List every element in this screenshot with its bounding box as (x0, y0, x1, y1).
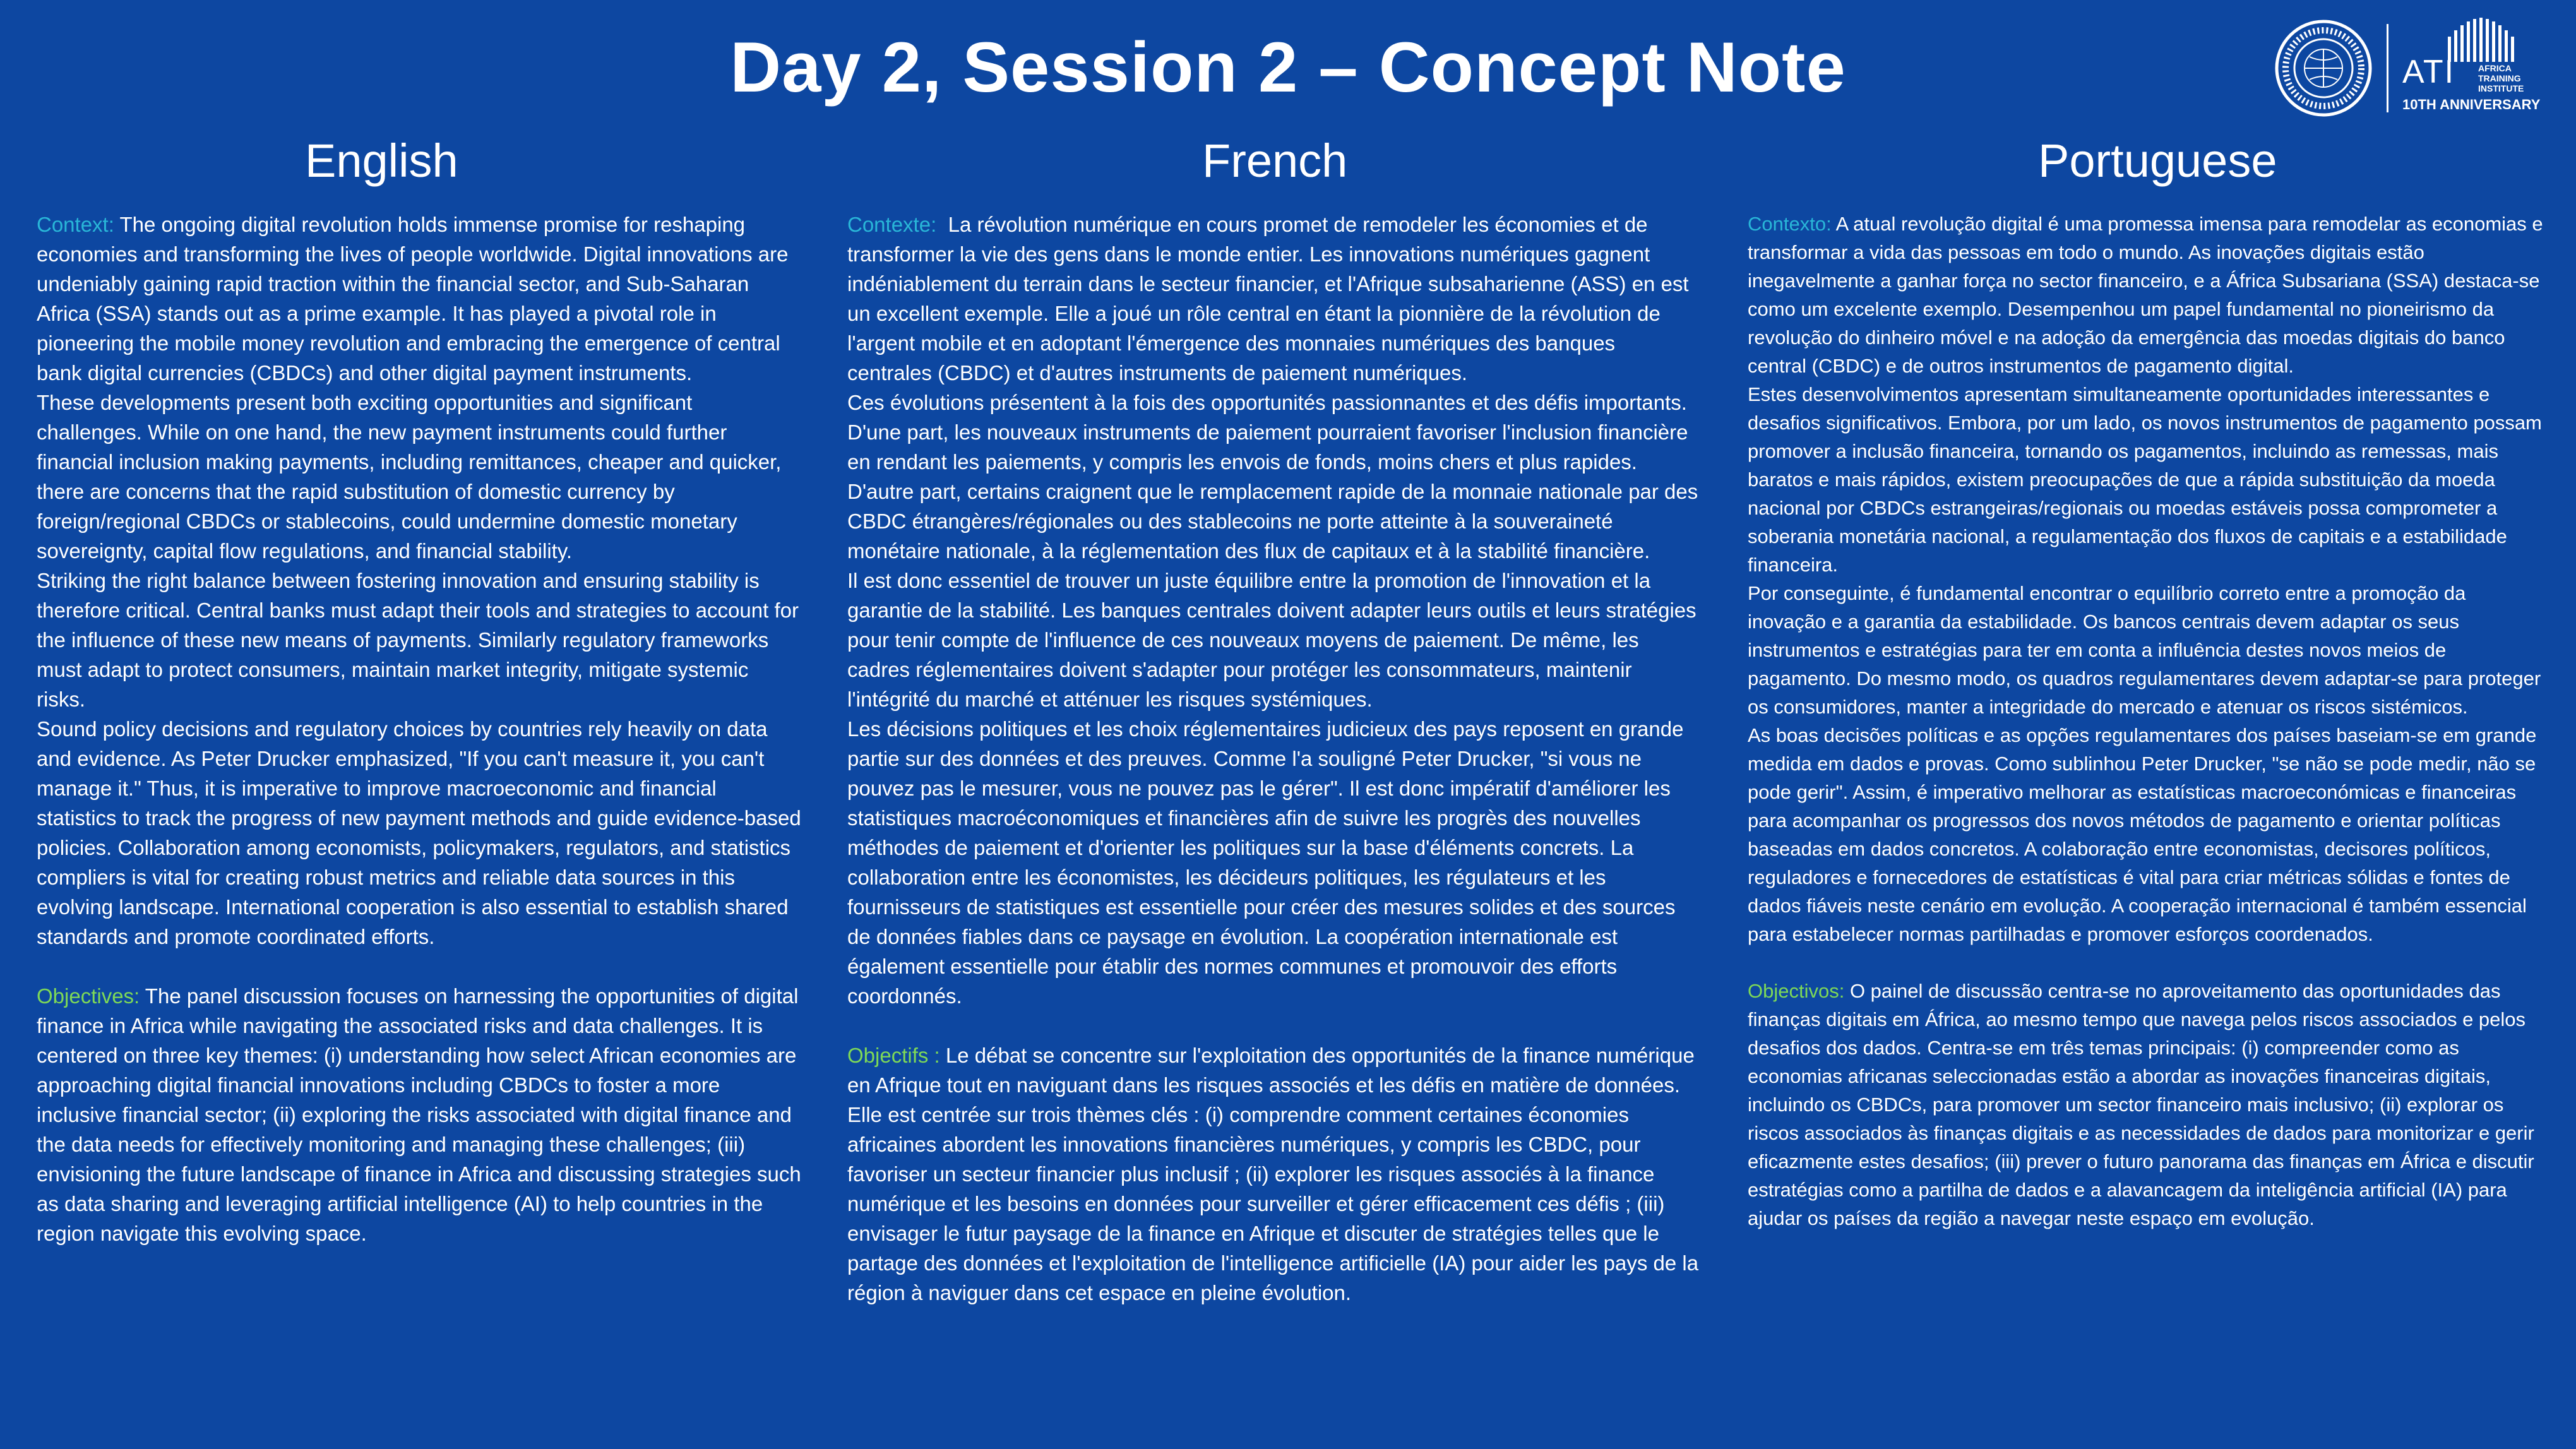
portuguese-column (1748, 126, 2549, 1232)
english-objectives-label: Objectives: (37, 984, 140, 1008)
logo-area (2273, 18, 2551, 119)
english-context-paragraph: Context: The ongoing digital revolution holds immense promise for reshaping economies and transforming the lives of people worldwide. Digital innovations are undeniably gaining rapid traction within the financial sector, and Sub-Saharan Africa (SSA) stands out as a prime example. It has played a pivotal role in pioneering the mobile money revolution and embracing the emergence of central bank digital currencies (CBDCs) and other digital payment instruments. (37, 213, 789, 385)
french-objectives-label: Objectifs : (847, 1044, 940, 1067)
portuguese-context-paragraph: Contexto: A atual revolução digital é uma promessa imensa para remodelar as economias e transformar a vida das pessoas em todo o mundo. As inovações digitais estão inegavelmente a ganhar força no sector financeiro, e a África Subsariana (SSA) destaca-se como um excelente exemplo. Desempenhou um papel fundamental no pioneirismo da revolução do dinheiro móvel e na adoção da emergência das moedas digitais do banco central (CBDC) e de outros instrumentos de pagamento digital. (1748, 213, 2543, 377)
portuguese-context-paragraph: Estes desenvolvimentos apresentam simultaneamente oportunidades interessantes e desafios significativos. Embora, por um lado, os novos instrumentos de pagamento possam promover a inclusão financeira, tornando os pagamentos, incluindo as remessas, mais baratos e mais rápidos, existem preocupações de que a rápida substituição da moeda nacional por CBDCs estrangeiras/regionais ou moedas estáveis possa comprometer a soberania monetária nacional, a regulamentação dos fluxos de capitais e a estabilidade financeira. (1748, 383, 2542, 576)
ati-anniversary: 10TH ANNIVERSARY (2402, 97, 2541, 112)
french-context-paragraph: Il est donc essentiel de trouver un juste équilibre entre la promotion de l'innovation et la garantie de la stabilité. Les banques centrales doivent adapter leurs outils et leurs stratégies pour tenir compte de l'influence de ces nouveaux moyens de paiement. De même, les cadres réglementaires doivent s'adapter pour protéger les consommateurs, maintenir l'intégrité du marché et atténuer les risques systémiques. (847, 569, 1696, 711)
portuguese-objectives-label: Objectivos: (1748, 980, 1845, 1002)
english-context-paragraph: Sound policy decisions and regulatory choices by countries rely heavily on data and evidence. As Peter Drucker emphasized, "If you can't measure it, you can't manage it." Thus, it is imperative to improve macroeconomic and financial statistics to track the progress of new payment methods and guide evidence-based policies. Collaboration among economists, policymakers, regulators, and statistics compliers is vital for creating robust metrics and reliable data sources in this evolving landscape. International cooperation is also essential to establish shared standards and promote coordinated efforts. (37, 717, 801, 948)
portuguese-objectives-paragraph: Objectivos: O painel de discussão centra-se no aproveitamento das oportunidades das finanças digitais em África, ao mesmo tempo que navega pelos riscos associados e pelos desafios dos dados. Centra-se em três temas principais: (i) compreender como as economias africanas seleccionadas estão a abordar as inovações financeiras digitais, incluindo os CBDCs, para promover um sector financeiro mais inclusivo; (ii) explorar os riscos associados às finanças digitais e as necessidades de dados para monitorizar e gerir eficazmente estes desafios; (iii) prever o futuro panorama das finanças em África e discutir estratégias como a partilha de dados e a alavancagem da inteligência artificial (IA) para ajudar os países da região a navegar neste espaço em evolução. (1748, 980, 2534, 1229)
ati-logo-letters: ATI (2402, 54, 2455, 90)
ati-logo-subtitle: AFRICA TRAINING INSTITUTE (2478, 63, 2524, 93)
english-context-paragraph: Striking the right balance between fostering innovation and ensuring stability is therefore critical. Central banks must adapt their tools and strategies to account for the influence of these new means of payments. Similarly regulatory frameworks must adapt to protect consumers, maintain market integrity, mitigate systemic risks. (37, 569, 799, 711)
page-title: Day 2, Session 2 – Concept Note (730, 28, 1846, 107)
french-column (847, 126, 1701, 1308)
french-context-paragraph: Contexte: La révolution numérique en cours promet de remodeler les économies et de transformer la vie des gens dans le monde entier. Les innovations numériques gagnent indéniablement du terrain dans le secteur financier, et l'Afrique subsaharienne (ASS) en est un excellent exemple. Elle a joué un rôle central en étant la pionnière de la révolution de l'argent mobile et en adoptant l'émergence des monnaies numériques des banques centrales (CBDC) et d'autres instruments de paiement numériques. (847, 213, 1695, 385)
portuguese-context-paragraph: Por conseguinte, é fundamental encontrar o equilíbrio correto entre a promoção da inovação e a garantia da estabilidade. Os bancos centrais devem adaptar os seus instrumentos e estratégias para ter em conta a influência destes novos meios de pagamento. Do mesmo modo, os quadros regulamentares devem adaptar-se para proteger os consumidores, manter a integridade do mercado e atenuar os riscos sistémicos. (1748, 582, 2541, 718)
french-context-paragraph: Ces évolutions présentent à la fois des opportunités passionnantes et des défis importants. D'une part, les nouveaux instruments de paiement pourraient favoriser l'inclusion financière en rendant les paiements, y compris les envois de fonds, moins chers et plus rapides. D'autre part, certains craignent que le remplacement rapide de la monnaie nationale par des CBDC étrangères/régionales ou des stablecoins ne porte atteinte à la souveraineté monétaire nationale, à la réglementation des flux de capitaux et à la stabilité financière. (847, 391, 1698, 563)
paragraph-spacer (1748, 948, 2549, 977)
portuguese-heading: Portuguese (2038, 134, 2277, 187)
french-context-paragraph: Les décisions politiques et les choix réglementaires judicieux des pays reposent en grande partie sur des données et des preuves. Comme l'a souligné Peter Drucker, "si vous ne pouvez pas le mesurer, vous ne pouvez pas le gérer". Il est donc impératif d'améliorer les statistiques macroéconomiques et financières afin de suivre les progrès des nouvelles méthodes de paiement et d'orienter les politiques sur la base d'éléments concrets. La collaboration entre les économistes, les décideurs politiques, les régulateurs et les fournisseurs de statistiques est essentielle pour créer des mesures solides et des sources de données fiables dans ce paysage en évolution. La coopération internationale est également essentielle pour établir des normes communes et promouvoir des efforts coordonnés. (847, 717, 1684, 1008)
english-column (37, 126, 802, 1248)
english-objectives-paragraph: Objectives: The panel discussion focuses on harnessing the opportunities of digital finance in Africa while navigating the associated risks and data challenges. It is centered on three key themes: (i) understanding how select African economies are approaching digital financial innovations including CBDCs to foster a more inclusive financial sector; (ii) exploring the risks associated with digital finance and the data needs for effectively monitoring and managing these challenges; (iii) envisioning the future landscape of finance in Africa and discussing strategies such as data sharing and leveraging artificial intelligence (AI) to help countries in the region navigate this evolving space. (37, 984, 801, 1245)
imf-seal-icon (2273, 18, 2374, 119)
paragraph-spacer (37, 951, 802, 981)
french-objectives-paragraph: Objectifs : Le débat se concentre sur l'exploitation des opportunités de la finance numérique en Afrique tout en naviguant dans les risques associés et les défis en matière de données. Elle est centrée sur trois thèmes clés : (i) comprendre comment certaines économies africaines abordent les innovations financières numériques, y compris les CBDC, pour favoriser un secteur financier plus inclusif ; (ii) explorer les risques associés à la finance numérique et les besoins en données pour surveiller et gérer efficacement ces défis ; (iii) envisager le futur paysage de la finance en Afrique et discuter de stratégies telles que le partage des données et l'exploitation de l'intelligence artificielle (IA) pour aider les pays de la région à naviguer dans cet espace en pleine évolution. (847, 1044, 1699, 1304)
ati-bars-icon (2447, 18, 2516, 62)
logo-divider (2387, 24, 2388, 112)
ati-logo (2402, 18, 2554, 119)
french-context-label: Contexte: (847, 213, 937, 236)
portuguese-context-paragraph: As boas decisões políticas e as opções regulamentares dos países baseiam-se em grande medida em dados e provas. Como sublinhou Peter Drucker, "se não se pode medir, não se pode gerir". Assim, é imperativo melhorar as estatísticas macroeconómicas e financeiras para acompanhar os progressos dos novos métodos de pagamento e orientar políticas baseadas em dados concretos. A colaboração entre economistas, decisores políticos, reguladores e fornecedores de estatísticas é vital para criar métricas sólidas e fontes de dados fiáveis neste cenário em evolução. A cooperação internacional é também essencial para estabelecer normas partilhadas e promover esforços coordenados. (1748, 724, 2537, 945)
portuguese-context-label: Contexto: (1748, 213, 1832, 235)
english-context-paragraph: These developments present both exciting opportunities and significant challenges. While on one hand, the new payment instruments could further financial inclusion making payments, including remittances, cheaper and quicker, there are concerns that the rapid substitution of domestic currency by foreign/regional CBDCs or stablecoins, could undermine domestic monetary sovereignty, capital flow regulations, and financial stability. (37, 391, 782, 563)
english-context-label: Context: (37, 213, 114, 236)
paragraph-spacer (847, 1011, 1701, 1041)
french-heading: French (1202, 134, 1348, 187)
english-heading: English (305, 134, 458, 187)
